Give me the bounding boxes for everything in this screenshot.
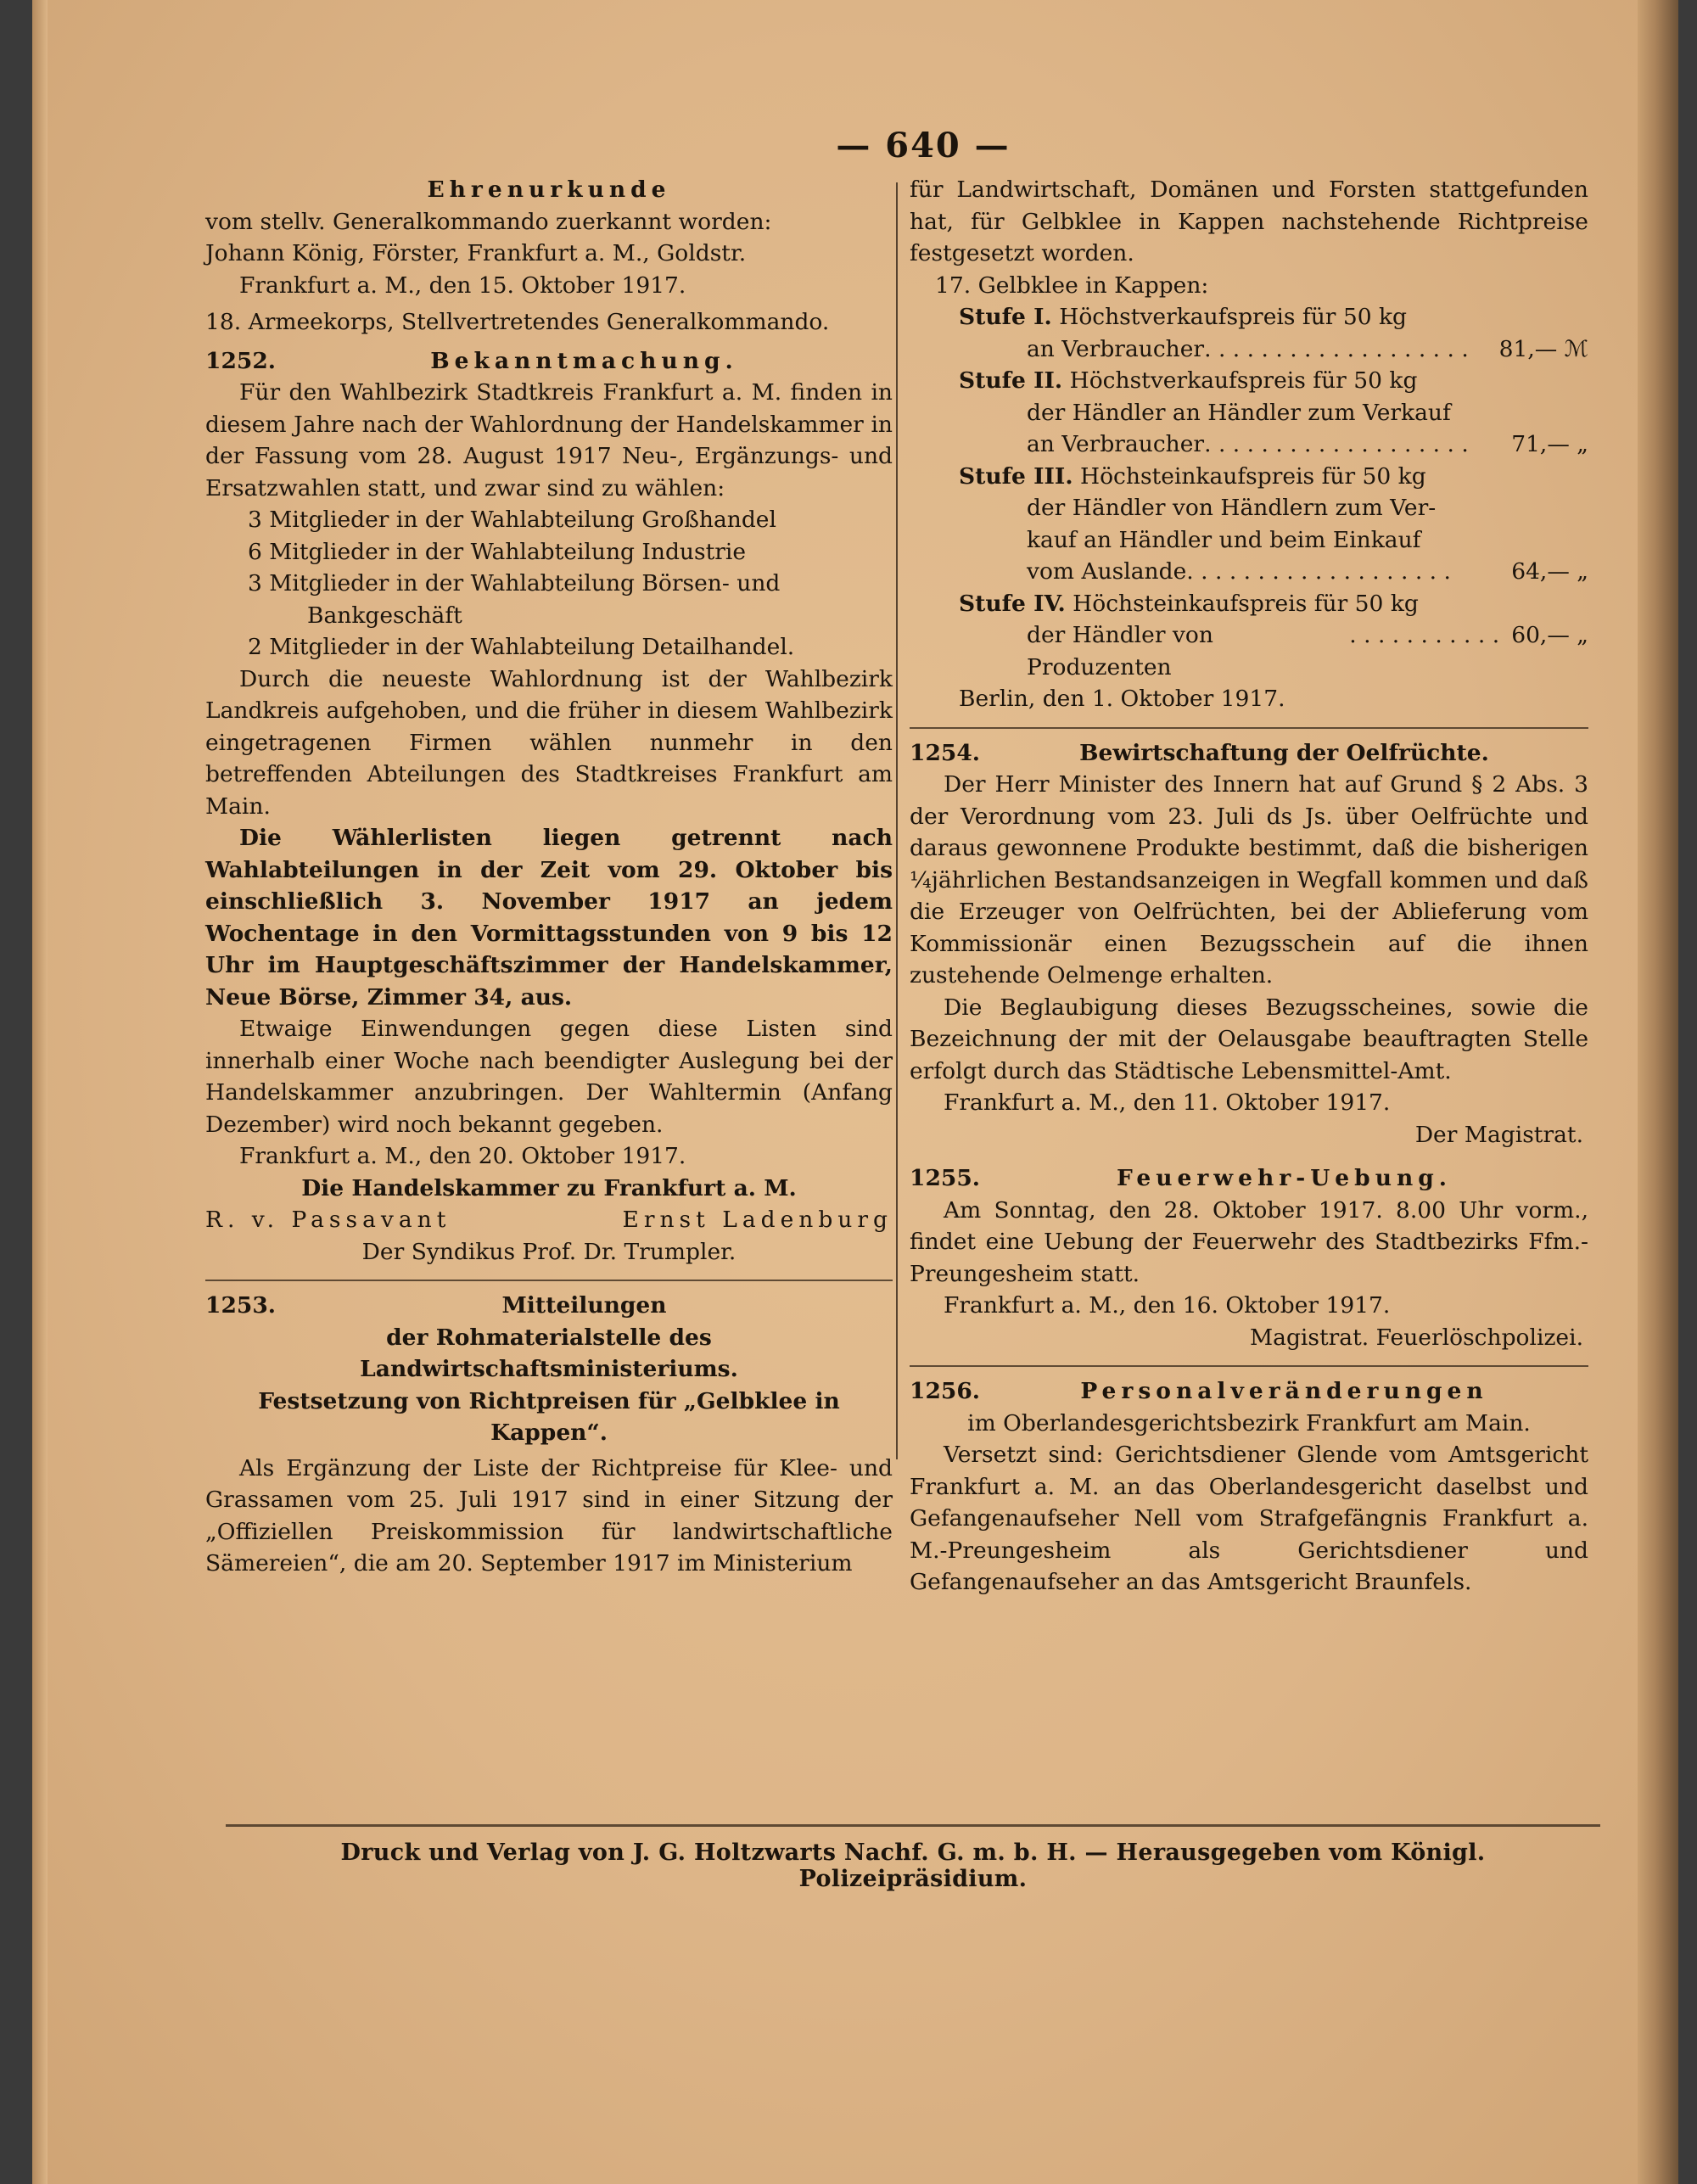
notice-1256-header bbox=[910, 1375, 1588, 1408]
notice-1252-issuer: Die Handelskammer zu Frankfurt a. M. bbox=[301, 1174, 797, 1201]
tier-price: 71,— „ bbox=[1511, 431, 1588, 457]
tier-label: Stufe III. bbox=[959, 462, 1073, 490]
notice-subtitle: der Rohmaterialstelle des Landwirtschaftsministeriums. bbox=[360, 1324, 738, 1382]
price-tier bbox=[910, 365, 1588, 461]
notice-title: Mitteilungen bbox=[501, 1292, 667, 1319]
notice-number: 1252. bbox=[205, 347, 276, 374]
tier-description: Höchsteinkaufspreis für 50 kg bbox=[1079, 462, 1426, 490]
signature-name: R. v. Passavant bbox=[205, 1207, 451, 1233]
ehrenurkunde-title: Ehrenurkunde bbox=[427, 176, 671, 203]
tier-price: 81,— ℳ bbox=[1498, 335, 1588, 362]
notice-number: 1256. bbox=[910, 1378, 980, 1404]
notice-1253-continuation: für Landwirtschaft, Domänen und Forsten stattgefunden hat, für Gelbklee in Kappen nachstehende Richtpreise festgesetzt worden. bbox=[910, 176, 1588, 266]
list-item: 2 Mitglieder in der Wahlabteilung Detailhandel. bbox=[248, 634, 795, 660]
list-item: Bankgeschäft bbox=[307, 602, 462, 629]
column-rule bbox=[896, 182, 898, 1459]
notice-1256-paragraph: Versetzt sind: Gerichtsdiener Glende vom Amtsgericht Frankfurt a. M. an das Oberlandesgericht daselbst und Gefangenaufseher Nell vom Strafgefängnis Frankfurt a. M.-Preungesheim als Gerichtsdiener und Gefangenaufseher an das Amtsgericht Braunfels. bbox=[910, 1442, 1588, 1595]
ehrenurkunde-recipient: Johann König, Förster, Frankfurt a. M., Goldstr. bbox=[205, 240, 747, 266]
right-column bbox=[910, 174, 1588, 1599]
list-item: 3 Mitglieder in der Wahlabteilung Großhandel bbox=[248, 507, 776, 533]
notice-1252-header bbox=[205, 345, 893, 378]
notice-title: Personalveränderungen bbox=[1080, 1378, 1488, 1404]
tier-buyer: der Händler an Händler zum Verkauf bbox=[1027, 399, 1451, 426]
tier-buyer: vom Auslande bbox=[1027, 558, 1187, 585]
list-item: 6 Mitglieder in der Wahlabteilung Industrie bbox=[248, 538, 747, 565]
notice-1253-date: Berlin, den 1. Oktober 1917. bbox=[959, 686, 1285, 712]
notice-number: 1253. bbox=[205, 1292, 276, 1319]
signature-name: Der Syndikus Prof. Dr. Trumpler. bbox=[361, 1238, 736, 1265]
tier-buyer: der Händler von Produzenten bbox=[1027, 622, 1213, 680]
left-column bbox=[205, 174, 893, 1580]
tier-price: 64,— „ bbox=[1511, 558, 1588, 585]
notice-subtitle: im Oberlandesgerichtsbezirk Frankfurt am Main. bbox=[967, 1409, 1531, 1436]
page-left-edge bbox=[32, 0, 48, 2184]
tier-description: Höchstverkaufspreis für 50 kg bbox=[1069, 367, 1418, 394]
page-number: — 640 — bbox=[836, 126, 1011, 165]
tier-label: Stufe I. bbox=[959, 304, 1052, 330]
notice-number: 1254. bbox=[910, 739, 980, 766]
notice-1252-paragraph: Für den Wahlbezirk Stadtkreis Frankfurt a. M. finden in diesem Jahre nach der Wahlordnung der Handelskammer in der Fassung vom 28. August 1917 Neu-, Ergänzungs- und Ersatzwahlen statt, und zwar sind zu wählen: bbox=[205, 379, 893, 501]
page-binding bbox=[1638, 0, 1678, 2184]
notice-title: Feuerwehr-Uebung. bbox=[1116, 1165, 1452, 1191]
tier-buyer: kauf an Händler und beim Einkauf bbox=[1027, 526, 1421, 553]
leader-dots: . . . . . . . . . . . bbox=[1349, 622, 1500, 648]
list-item: 3 Mitglieder in der Wahlabteilung Börsen- und bbox=[248, 570, 781, 596]
notice-1255-paragraph: Am Sonntag, den 28. Oktober 1917. 8.00 Uhr vorm., findet eine Uebung der Feuerwehr des Stadtbezirks Ffm.-Preungesheim statt. bbox=[910, 1196, 1588, 1287]
ehrenurkunde-line: vom stellv. Generalkommando zuerkannt worden: bbox=[205, 208, 772, 235]
tier-label: Stufe II. bbox=[959, 367, 1063, 394]
tier-buyer: an Verbraucher bbox=[1027, 431, 1205, 457]
signature-name: Ernst Ladenburg bbox=[622, 1207, 893, 1233]
notice-1254-header bbox=[910, 737, 1588, 770]
imprint-footer: Druck und Verlag von J. G. Holtzwarts Nachf. G. m. b. H. — Herausgegeben vom Königl. Polizeipräsidium. bbox=[340, 1840, 1486, 1892]
notice-1254-paragraph: Die Beglaubigung dieses Bezugsscheines, sowie die Bezeichnung der mit der Oelausgabe beauftragten Stelle erfolgt durch das Städtische Lebensmittel-Amt. bbox=[910, 994, 1588, 1084]
leader-dots: . . . . . . . . . . . . . . . . . . . bbox=[1186, 558, 1451, 585]
notice-1253-paragraph: Als Ergänzung der Liste der Richtpreise für Klee- und Grassamen vom 25. Juli 1917 sind in einer Sitzung der „Offiziellen Preiskommission für landwirtschaftliche Sämereien“, die am 20. September 1917 im Ministerium bbox=[205, 1454, 893, 1576]
newspaper-page bbox=[32, 0, 1678, 2184]
notice-1255-date: Frankfurt a. M., den 16. Oktober 1917. bbox=[944, 1292, 1391, 1319]
section-divider bbox=[910, 1365, 1588, 1367]
notice-title: Bekanntmachung. bbox=[430, 347, 738, 374]
notice-1254-signature: Der Magistrat. bbox=[1414, 1121, 1583, 1148]
section-divider bbox=[205, 1280, 893, 1281]
notice-1252-signatures bbox=[205, 1204, 893, 1236]
tier-price: 60,— „ bbox=[1511, 622, 1588, 648]
notice-number: 1255. bbox=[910, 1165, 980, 1191]
notice-1254-date: Frankfurt a. M., den 11. Oktober 1917. bbox=[944, 1089, 1391, 1116]
tier-label: Stufe IV. bbox=[959, 590, 1066, 617]
section-divider bbox=[910, 727, 1588, 729]
footer-rule bbox=[226, 1824, 1600, 1827]
notice-title: Bewirtschaftung der Oelfrüchte. bbox=[1079, 739, 1489, 766]
price-list-heading: 17. Gelbklee in Kappen: bbox=[935, 272, 1209, 299]
notice-1252-paragraph: Durch die neueste Wahlordnung ist der Wahlbezirk Landkreis aufgehoben, und die früher in diesem Wahlbezirk eingetragenen Firmen wählen nunmehr in den betreffenden Abteilungen des Stadtkreises Frankfurt am Main. bbox=[205, 665, 893, 820]
notice-1255-signature: Magistrat. Feuerlöschpolizei. bbox=[1250, 1324, 1583, 1351]
leader-dots: . . . . . . . . . . . . . . . . . . . bbox=[1204, 431, 1469, 457]
tier-buyer: der Händler von Händlern zum Ver- bbox=[1027, 495, 1437, 521]
price-tier bbox=[910, 461, 1588, 588]
ehrenurkunde-signature: 18. Armeekorps, Stellvertretendes Generalkommando. bbox=[205, 309, 830, 335]
notice-1252-paragraph: Etwaige Einwendungen gegen diese Listen sind innerhalb einer Woche nach beendigter Auslegung bei der Handelskammer anzubringen. Der Wahltermin (Anfang Dezember) wird noch bekannt gegeben. bbox=[205, 1016, 893, 1138]
notice-1253-header bbox=[205, 1290, 893, 1322]
tier-buyer: an Verbraucher bbox=[1027, 335, 1205, 362]
notice-1252-date: Frankfurt a. M., den 20. Oktober 1917. bbox=[239, 1143, 686, 1169]
tier-description: Höchstverkaufspreis für 50 kg bbox=[1059, 304, 1408, 330]
notice-subtitle: Festsetzung von Richtpreisen für „Gelbklee in Kappen“. bbox=[258, 1387, 840, 1446]
notice-1255-header bbox=[910, 1162, 1588, 1195]
tier-description: Höchsteinkaufspreis für 50 kg bbox=[1073, 590, 1419, 617]
notice-1254-paragraph: Der Herr Minister des Innern hat auf Grund § 2 Abs. 3 der Verordnung vom 23. Juli ds Js. über Oelfrüchte und daraus gewonnene Produkte bestimmt, daß die bisherigen ¼jährlichen Bestandsanzeigen in Wegfall kommen und daß die Erzeuger von Oelfrüchten, bei der Ablieferung vom Kommissionär einen Bezugsschein auf die ihnen zustehende Oelmenge erhalten. bbox=[910, 771, 1588, 988]
price-tier bbox=[910, 301, 1588, 365]
leader-dots: . . . . . . . . . . . . . . . . . . . bbox=[1204, 335, 1469, 362]
price-tier bbox=[910, 588, 1588, 684]
ehrenurkunde-date: Frankfurt a. M., den 15. Oktober 1917. bbox=[239, 272, 686, 299]
notice-1252-paragraph-bold: Die Wählerlisten liegen getrennt nach Wahlabteilungen in der Zeit vom 29. Oktober bis einschließlich 3. November 1917 an jedem Wochentage in den Vormittagsstunden von 9 bis 12 Uhr im Hauptgeschäftszimmer der Handelskammer, Neue Börse, Zimmer 34, aus. bbox=[205, 825, 893, 1011]
